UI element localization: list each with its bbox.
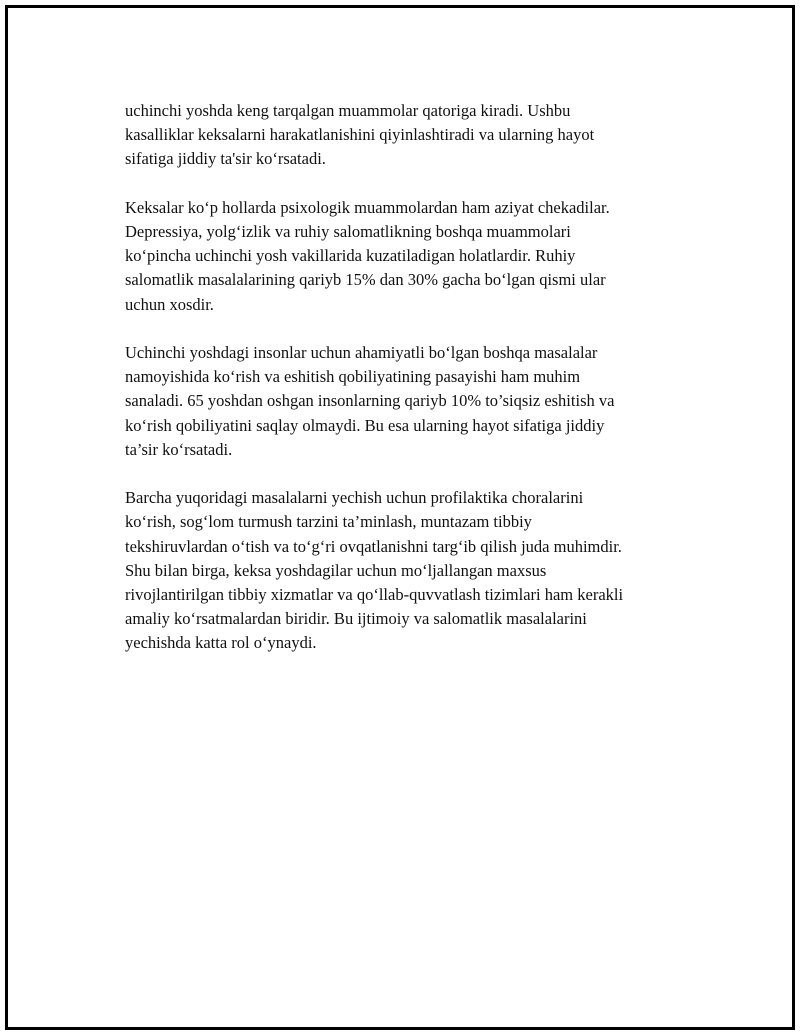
- text-line: amaliy ko‘rsatmalardan biridir. Bu ijtimoiy va salomatlik masalalarini: [125, 609, 587, 629]
- text-line: sifatiga jiddiy ta'sir ko‘rsatadi.: [125, 149, 326, 169]
- document-body: [125, 99, 685, 680]
- text-line: uchun xosdir.: [125, 294, 214, 314]
- text-line: yechishda katta rol o‘ynaydi.: [125, 633, 317, 653]
- text-line: ko‘rish qobiliyatini saqlay olmaydi. Bu esa ularning hayot sifatiga jiddiy: [125, 415, 605, 435]
- text-line: namoyishida ko‘rish va eshitish qobiliyatining pasayishi ham muhim: [125, 367, 581, 387]
- text-line: tekshiruvlardan o‘tish va to‘g‘ri ovqatlanishni targ‘ib qilish juda muhimdir.: [125, 536, 622, 556]
- text-line: ko‘pincha uchinchi yosh vakillarida kuzatiladigan holatlardir. Ruhiy: [125, 246, 576, 266]
- paragraph-2: [125, 196, 685, 317]
- text-line: ta’sir ko‘rsatadi.: [125, 439, 233, 459]
- text-line: Shu bilan birga, keksa yoshdagilar uchun mo‘ljallangan maxsus: [125, 560, 547, 580]
- text-line: kasalliklar keksalarni harakatlanishini qiyinlashtiradi va ularning hayot: [125, 125, 595, 145]
- text-line: Keksalar ko‘p hollarda psixologik muammolardan ham aziyat chekadilar.: [125, 197, 610, 217]
- text-line: sanaladi. 65 yoshdan oshgan insonlarning qariyb 10% to’siqsiz eshitish va: [125, 391, 615, 411]
- paragraph-1: [125, 99, 685, 172]
- text-line: Barcha yuqoridagi masalalarni yechish uchun profilaktika choralarini: [125, 488, 584, 508]
- paragraph-4: [125, 486, 685, 655]
- text-line: Uchinchi yoshdagi insonlar uchun ahamiyatli bo‘lgan boshqa masalalar: [125, 343, 598, 362]
- text-line: salomatlik masalalarining qariyb 15% dan 30% gacha bo‘lgan qismi ular: [125, 270, 606, 290]
- paragraph-3: [125, 341, 685, 462]
- text-line: Depressiya, yolg‘izlik va ruhiy salomatlikning boshqa muammolari: [125, 222, 571, 241]
- page-frame: [5, 5, 795, 1030]
- text-line: rivojlantirilgan tibbiy xizmatlar va qo‘llab-quvvatlash tizimlari ham kerakli: [125, 585, 624, 605]
- text-line: uchinchi yoshda keng tarqalgan muammolar qatoriga kiradi. Ushbu: [125, 101, 571, 120]
- text-line: ko‘rish, sog‘lom turmush tarzini ta’minlash, muntazam tibbiy: [125, 512, 532, 532]
